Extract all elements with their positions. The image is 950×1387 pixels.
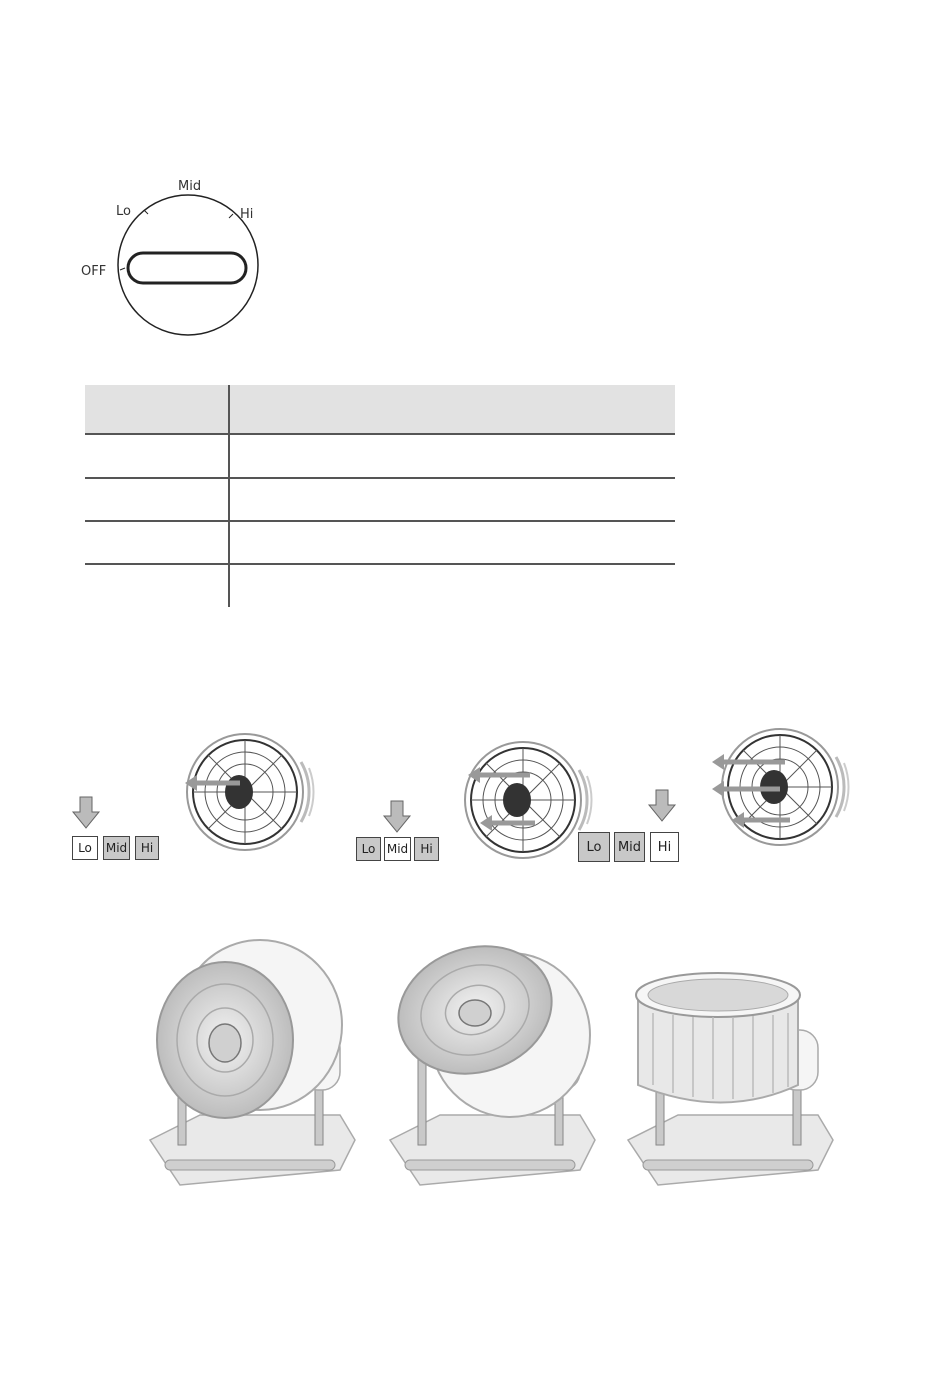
fan-position-upward [628, 973, 833, 1185]
table-row [85, 563, 675, 565]
speed-key-lo: Lo [72, 836, 98, 860]
fan-position-front [150, 940, 355, 1185]
table-row [85, 433, 675, 435]
dial-knob [128, 253, 246, 283]
fan-head-icon [465, 742, 592, 858]
table-row [85, 520, 675, 522]
speed-key-hi: Hi [135, 836, 159, 860]
down-arrow-icon [384, 801, 410, 832]
down-arrow-icon [73, 797, 99, 828]
dial-label-hi: Hi [240, 207, 254, 222]
dial-label-off: OFF [81, 264, 107, 279]
table-header [85, 385, 675, 435]
dial-label-lo: Lo [116, 204, 131, 219]
speed-key-mid: Mid [384, 837, 411, 861]
speed-illustration-hi [649, 729, 849, 845]
speed-illustration-lo [73, 734, 314, 850]
speed-key-mid: Mid [614, 832, 645, 862]
fan-position-tilted [382, 935, 595, 1185]
dial-label-mid: Mid [178, 179, 202, 194]
down-arrow-icon [649, 790, 675, 821]
fan-positions [140, 935, 860, 1215]
speed-key-mid: Mid [103, 836, 130, 860]
speed-key-hi: Hi [650, 832, 679, 862]
speed-key-hi: Hi [414, 837, 439, 861]
speed-table [85, 385, 675, 607]
fan-head-icon [187, 734, 314, 850]
speed-key-lo: Lo [356, 837, 381, 861]
speed-key-lo: Lo [578, 832, 610, 862]
speed-dial-diagram [78, 170, 278, 345]
table-row [85, 477, 675, 479]
